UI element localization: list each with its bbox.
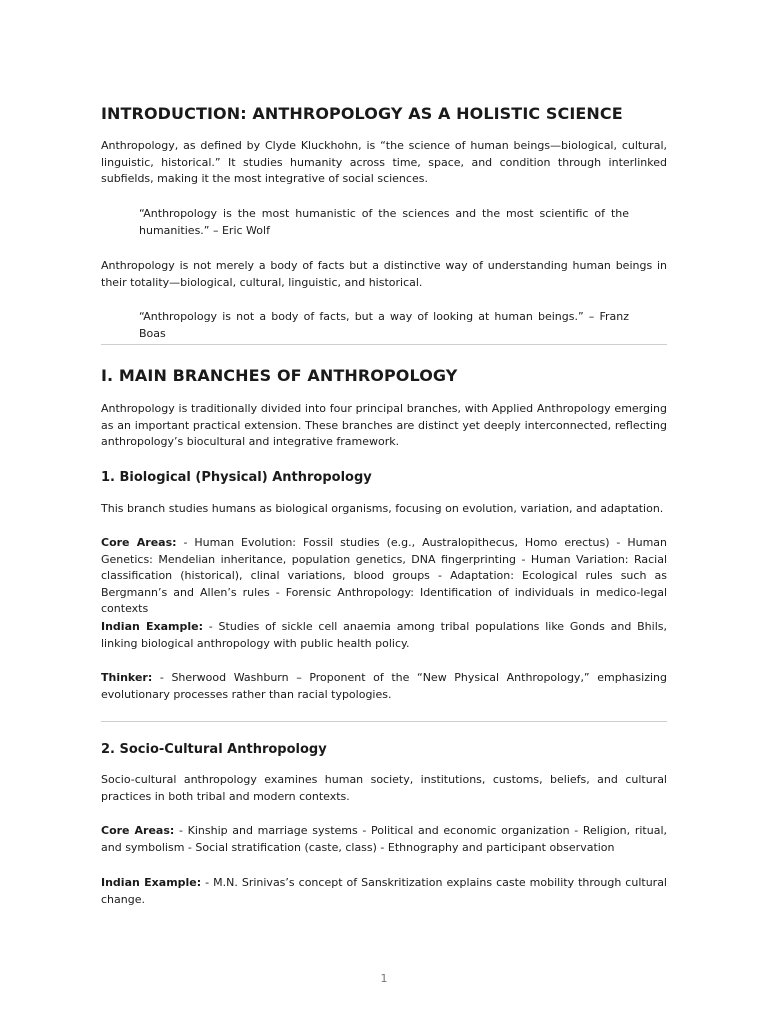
indian-example-text: - Studies of sickle cell anaemia among tribal populations like Gonds and Bhils, linking biological anthropology with public health policy.	[101, 620, 667, 650]
socio-indian-example	[101, 875, 667, 908]
quote-text: “Anthropology is the most humanistic of the sciences and the most scientific of the humanities.” – Eric Wolf	[139, 207, 629, 237]
bio-thinker	[101, 670, 667, 703]
quote-eric-wolf	[139, 206, 629, 239]
bio-indian-example	[101, 619, 667, 652]
branches-title: I. MAIN BRANCHES OF ANTHROPOLOGY	[101, 366, 458, 385]
intro-paragraph-2: Anthropology is not merely a body of facts but a distinctive way of understanding human beings in their totality—biological, cultural, linguistic, and historical.	[101, 259, 667, 289]
quote-franz-boas	[139, 309, 629, 342]
socio-description: Socio-cultural anthropology examines human society, institutions, customs, beliefs, and cultural practices in both tribal and modern contexts.	[101, 773, 667, 803]
indian-example-text: - M.N. Srinivas’s concept of Sanskritization explains caste mobility through cultural change.	[101, 876, 667, 906]
quote-text: “Anthropology is not a body of facts, but a way of looking at human beings.” – Franz Boas	[139, 310, 629, 340]
socio-anthropology-heading: 2. Socio-Cultural Anthropology	[101, 742, 327, 757]
section-divider	[101, 721, 667, 722]
core-areas-text: - Kinship and marriage systems - Political and economic organization - Religion, ritual, and symbolism - Social stratification (caste, class) - Ethnography and participant observation	[101, 824, 667, 854]
intro-paragraph-1: Anthropology, as defined by Clyde Kluckhohn, is “the science of human beings—biological, cultural, linguistic, historical.” It studies humanity across time, space, and condition through interlinked subfields, making it the most integrative of social sciences.	[101, 139, 667, 186]
page-number: 1	[380, 972, 388, 985]
thinker-text: - Sherwood Washburn – Proponent of the “New Physical Anthropology,” emphasizing evolutionary processes rather than racial typologies.	[101, 671, 667, 701]
indian-example-label: Indian Example:	[101, 620, 203, 633]
core-areas-label: Core Areas:	[101, 824, 175, 837]
core-areas-text: - Human Evolution: Fossil studies (e.g., Australopithecus, Homo erectus) - Human Genetics: Mendelian inheritance, population genetics, DNA fingerprinting - Human Variation: Racial classification (historical), clinal variations, blood groups - Adaptation: Ecological rules such as Bergmann’s and Allen’s rules - Forensic Anthropology: Identification of individuals in medico-legal contexts	[101, 536, 667, 616]
intro-title: INTRODUCTION: ANTHROPOLOGY AS A HOLISTIC SCIENCE	[101, 104, 623, 123]
branches-intro: Anthropology is traditionally divided into four principal branches, with Applied Anthropology emerging as an important practical extension. These branches are distinct yet deeply interconnected, reflecting anthropology’s biocultural and integrative framework.	[101, 402, 667, 449]
indian-example-label: Indian Example:	[101, 876, 202, 889]
core-areas-label: Core Areas:	[101, 536, 177, 549]
bio-anthropology-heading: 1. Biological (Physical) Anthropology	[101, 470, 372, 485]
socio-core-areas	[101, 823, 667, 856]
bio-core-areas	[101, 535, 667, 618]
bio-description: This branch studies humans as biological organisms, focusing on evolution, variation, and adaptation.	[101, 502, 664, 515]
section-divider	[101, 344, 667, 345]
thinker-label: Thinker:	[101, 671, 153, 684]
